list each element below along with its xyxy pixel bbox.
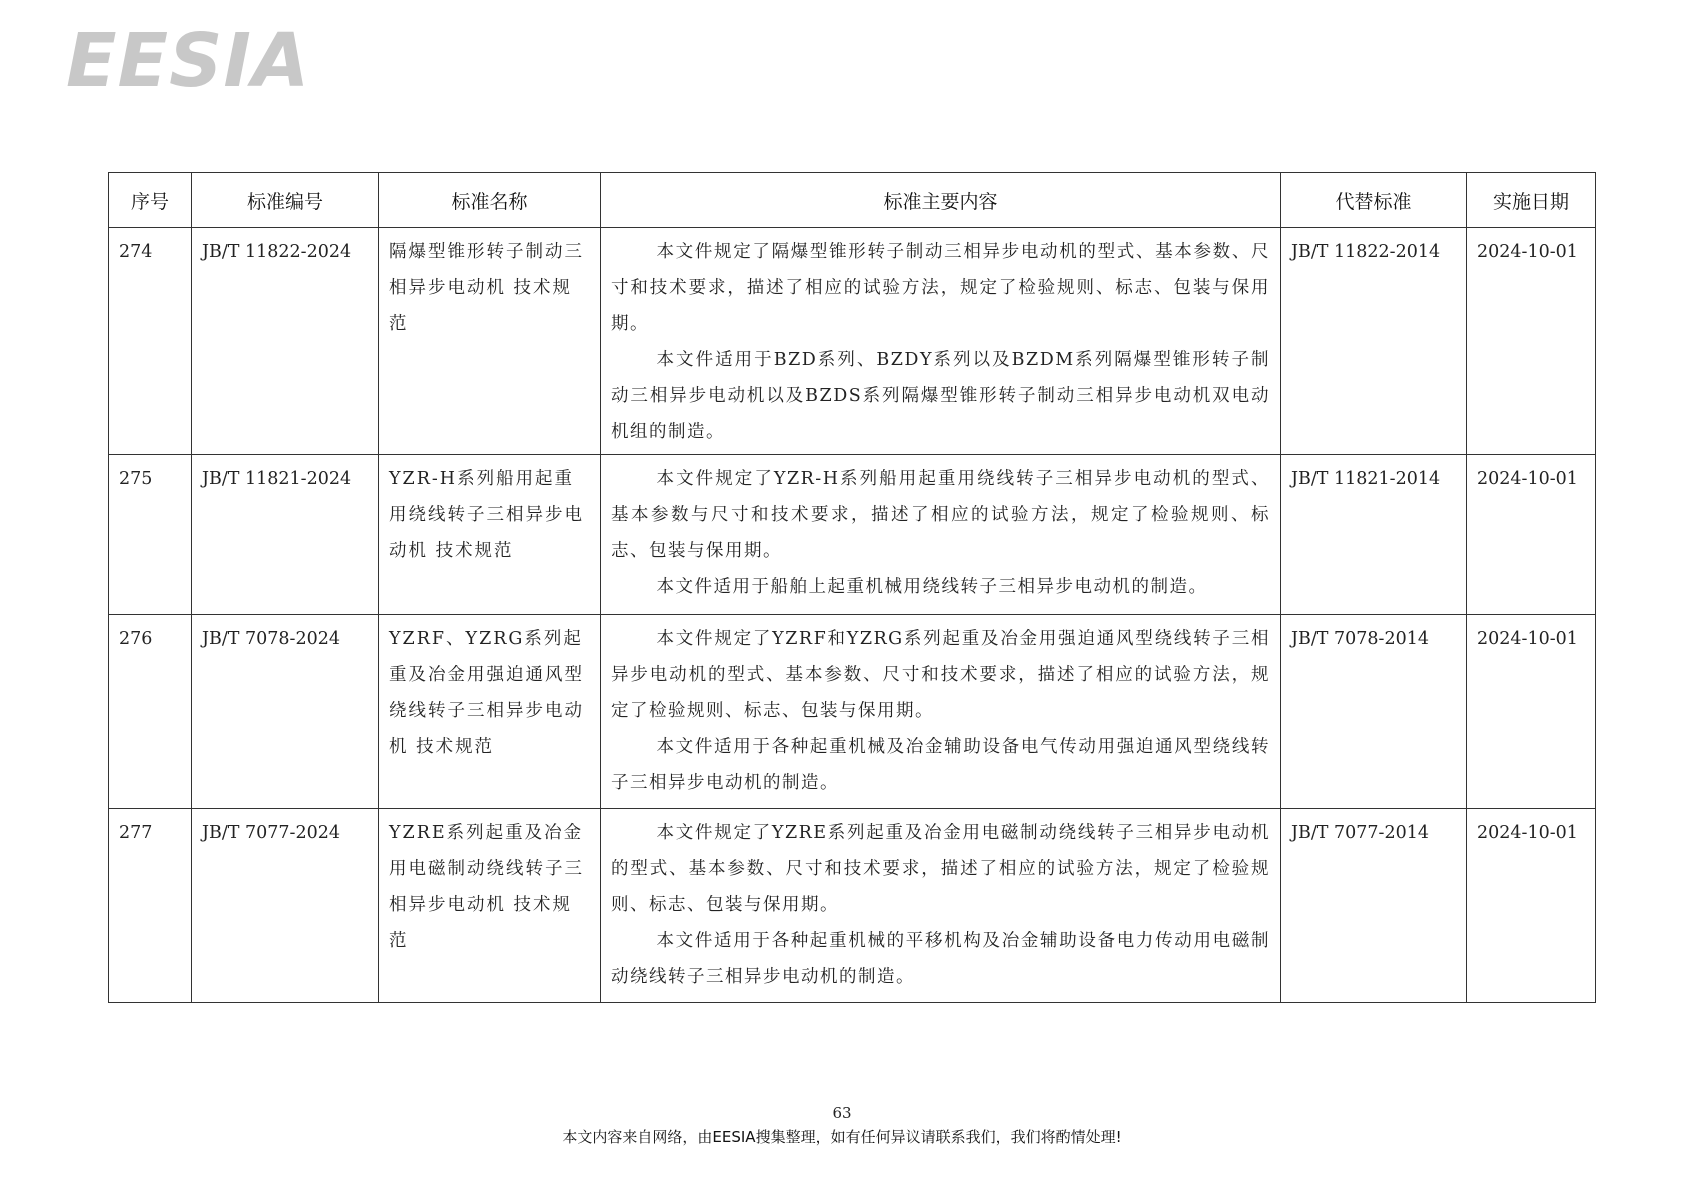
- row-name: YZRE系列起重及冶金用电磁制动绕线转子三相异步电动机 技术规范: [379, 809, 601, 1003]
- row-date: 2024-10-01: [1467, 615, 1596, 809]
- header-content: 标准主要内容: [601, 173, 1281, 228]
- row-name: 隔爆型锥形转子制动三相异步电动机 技术规范: [379, 228, 601, 455]
- row-name: YZR-H系列船用起重用绕线转子三相异步电动机 技术规范: [379, 455, 601, 615]
- row-date: 2024-10-01: [1467, 809, 1596, 1003]
- content-paragraph: 本文件规定了隔爆型锥形转子制动三相异步电动机的型式、基本参数、尺寸和技术要求，描述了相应的试验方法，规定了检验规则、标志、包装与保用期。: [611, 242, 1270, 334]
- content-paragraph: 本文件适用于各种起重机械的平移机构及冶金辅助设备电力传动用电磁制动绕线转子三相异步电动机的制造。: [611, 931, 1270, 987]
- row-content: [601, 228, 1281, 455]
- page-number: 63: [832, 1104, 852, 1122]
- row-date: 2024-10-01: [1467, 455, 1596, 615]
- row-code: JB/T 7078-2024: [192, 615, 379, 809]
- row-date: 2024-10-01: [1467, 228, 1596, 455]
- header-date: 实施日期: [1467, 173, 1596, 228]
- row-code: JB/T 11821-2024: [192, 455, 379, 615]
- row-replaces: JB/T 7077-2014: [1281, 809, 1467, 1003]
- standards-table: [108, 172, 1596, 1003]
- header-seq: 序号: [109, 173, 192, 228]
- content-paragraph: 本文件规定了YZR-H系列船用起重用绕线转子三相异步电动机的型式、基本参数与尺寸和技术要求，描述了相应的试验方法，规定了检验规则、标志、包装与保用期。: [611, 469, 1270, 561]
- row-code: JB/T 7077-2024: [192, 809, 379, 1003]
- table-row: [109, 809, 1596, 1003]
- content-paragraph: 本文件规定了YZRE系列起重及冶金用电磁制动绕线转子三相异步电动机的型式、基本参数、尺寸和技术要求，描述了相应的试验方法，规定了检验规则、标志、包装与保用期。: [611, 823, 1270, 915]
- row-replaces: JB/T 7078-2014: [1281, 615, 1467, 809]
- row-seq: 275: [109, 455, 192, 615]
- row-replaces: JB/T 11822-2014: [1281, 228, 1467, 455]
- row-name: YZRF、YZRG系列起重及冶金用强迫通风型绕线转子三相异步电动机 技术规范: [379, 615, 601, 809]
- table-row: [109, 228, 1596, 455]
- row-seq: 276: [109, 615, 192, 809]
- header-name: 标准名称: [379, 173, 601, 228]
- content-paragraph: 本文件适用于各种起重机械及冶金辅助设备电气传动用强迫通风型绕线转子三相异步电动机的制造。: [611, 737, 1270, 793]
- header-code: 标准编号: [192, 173, 379, 228]
- eesia-logo: EESIA: [66, 18, 311, 104]
- row-code: JB/T 11822-2024: [192, 228, 379, 455]
- row-seq: 277: [109, 809, 192, 1003]
- footer-disclaimer: 本文内容来自网络，由EESIA搜集整理，如有任何异议请联系我们，我们将酌情处理!: [562, 1128, 1122, 1146]
- row-replaces: JB/T 11821-2014: [1281, 455, 1467, 615]
- row-content: [601, 615, 1281, 809]
- content-paragraph: 本文件适用于BZD系列、BZDY系列以及BZDM系列隔爆型锥形转子制动三相异步电动机以及BZDS系列隔爆型锥形转子制动三相异步电动机双电动机组的制造。: [611, 350, 1270, 442]
- table-header-row: [109, 173, 1596, 228]
- row-content: [601, 809, 1281, 1003]
- content-paragraph: 本文件适用于船舶上起重机械用绕线转子三相异步电动机的制造。: [656, 577, 1208, 597]
- header-replaces: 代替标准: [1281, 173, 1467, 228]
- table-row: [109, 455, 1596, 615]
- row-content: [601, 455, 1281, 615]
- content-paragraph: 本文件规定了YZRF和YZRG系列起重及冶金用强迫通风型绕线转子三相异步电动机的型式、基本参数、尺寸和技术要求，描述了相应的试验方法，规定了检验规则、标志、包装与保用期。: [611, 629, 1270, 721]
- row-seq: 274: [109, 228, 192, 455]
- table-row: [109, 615, 1596, 809]
